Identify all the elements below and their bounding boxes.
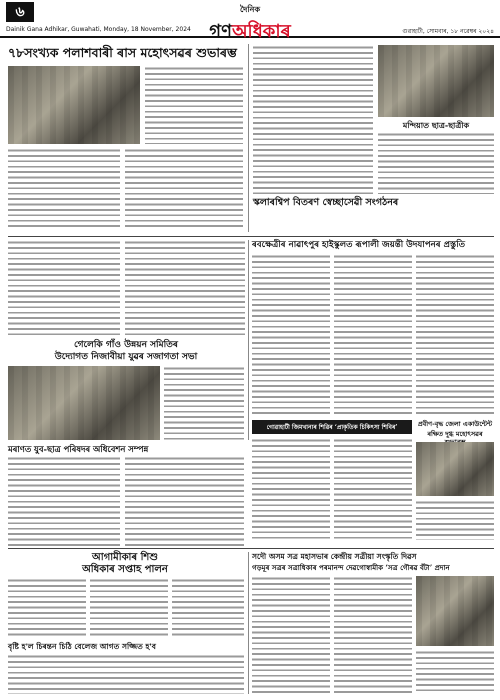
pension-headline-1: প্ৰবীণ-বৃদ্ধ জেলা একাউন্টেন্ট: [417, 420, 493, 428]
pension-body: [416, 500, 494, 540]
badminton-body-1: [252, 438, 330, 540]
satra-photo: [416, 576, 494, 646]
satra-body-3: [416, 650, 494, 694]
satra-body-2: [334, 576, 412, 694]
pension-headline-2: ৰক্ষিত দুগ্ধ মহোৎসৱৰ: [427, 430, 483, 438]
gymkhana-banner: [252, 420, 412, 434]
rash-festival-body: [145, 66, 243, 144]
rash-festival-body-cont2: [125, 148, 243, 230]
page-number: ৬: [6, 2, 34, 22]
logo-small-text: দৈনিক: [239, 5, 261, 14]
right-top-body: [253, 45, 373, 195]
child-rights-headline-2: অধিকাৰ সপ্তাহ পালন: [82, 564, 168, 575]
date-line: গুৱাহাটী, সোমবাৰ, ১৮ নৱেম্বৰ ২০২৪: [402, 28, 494, 35]
child-rights-headline-1: আগামীকাৰ শিশু: [92, 552, 158, 563]
special-meeting-body-1: [8, 456, 120, 546]
child-rights-body-2: [90, 578, 168, 638]
rash-festival-body-cont: [8, 148, 120, 230]
anniversary-body-1: [252, 254, 330, 414]
special-meeting-headline: মৰাণত যুব-ছাত্ৰ পৰিষদৰ অধিবেশন সম্পন্ন: [8, 444, 149, 454]
satra-headline-1: সদৌ অসম সত্ৰ মহাসভাৰ কেন্দ্ৰীয় সত্ৰীয়া সংস্কৃতি দিৱস: [252, 552, 417, 561]
scholarship-body: [378, 132, 494, 194]
gymkhana-banner-text: গোৱাহাটী জিমখানাৰ শিৱিৰ ‘প্ৰাকৃতিক চিকিৎসা শিবিৰ’: [266, 424, 398, 431]
anniversary-body-3: [416, 254, 494, 414]
newspaper-logo: [150, 4, 350, 48]
rash-festival-headline: ৭৮সংখ্যক পলাশবাৰী ৰাস মহোৎসৱৰ শুভাৰম্ভ: [8, 45, 237, 60]
logo-left-text: গণ: [209, 21, 232, 42]
child-rights-body-3: [172, 578, 244, 638]
masthead: [0, 0, 500, 42]
tea-story-body: [8, 654, 244, 694]
child-rights-body-1: [8, 578, 86, 638]
tea-story-headline: বৃষ্টি হ'ল চিৰন্তন চিঠি বেলেজ আগত সজ্জিত হ'ব: [8, 642, 156, 651]
panchayat-side-body: [164, 366, 244, 440]
anniversary-body-2: [334, 254, 412, 414]
logo-accent-text: অধিকাৰ: [231, 21, 291, 42]
english-dateline: Dainik Gana Adhikar, Guwahati, Monday, 18 November, 2024: [6, 26, 191, 33]
scholarship-photo: [378, 45, 494, 117]
rash-festival-photo: [8, 66, 140, 144]
panchayat-headline-2: উদ্যোগত নিজাবীয়া যুৱৰ সজাগতা সভা: [54, 352, 198, 362]
scholarship-kicker: মন্দিয়াত ছাত্ৰ-ছাত্ৰীক: [402, 120, 470, 130]
special-meeting-body-2: [125, 456, 244, 546]
satra-body-1: [252, 576, 330, 694]
scholarship-headline: স্কলাৰশ্বিপ বিতৰণ স্বেচ্ছাসেৱী সংগঠনৰ: [253, 197, 399, 208]
badminton-body-2: [334, 438, 412, 540]
panchayat-intro-body2: [125, 240, 245, 336]
panchayat-headline-1: গেলেকি গাঁও উন্নয়ন সমিতিৰ: [73, 340, 178, 350]
pension-photo: [416, 442, 494, 496]
anniversary-headline: ৰবক্ষেত্ৰীৰ নাৱাৎপুৰ হাইস্কুলত ৰূপালী জয়ন্তী উদযাপনৰ প্ৰস্তুতি: [252, 240, 466, 250]
panchayat-photo: [8, 366, 160, 440]
satra-headline-2: গড়মূৰ সত্ৰৰ সত্ৰাধিকাৰ পৰমানন্দ দেৱগোস্বামীক ‘সত্ৰ গৌৰৱ বঁটা’ প্ৰদান: [252, 563, 450, 572]
panchayat-intro-body: [8, 240, 120, 336]
